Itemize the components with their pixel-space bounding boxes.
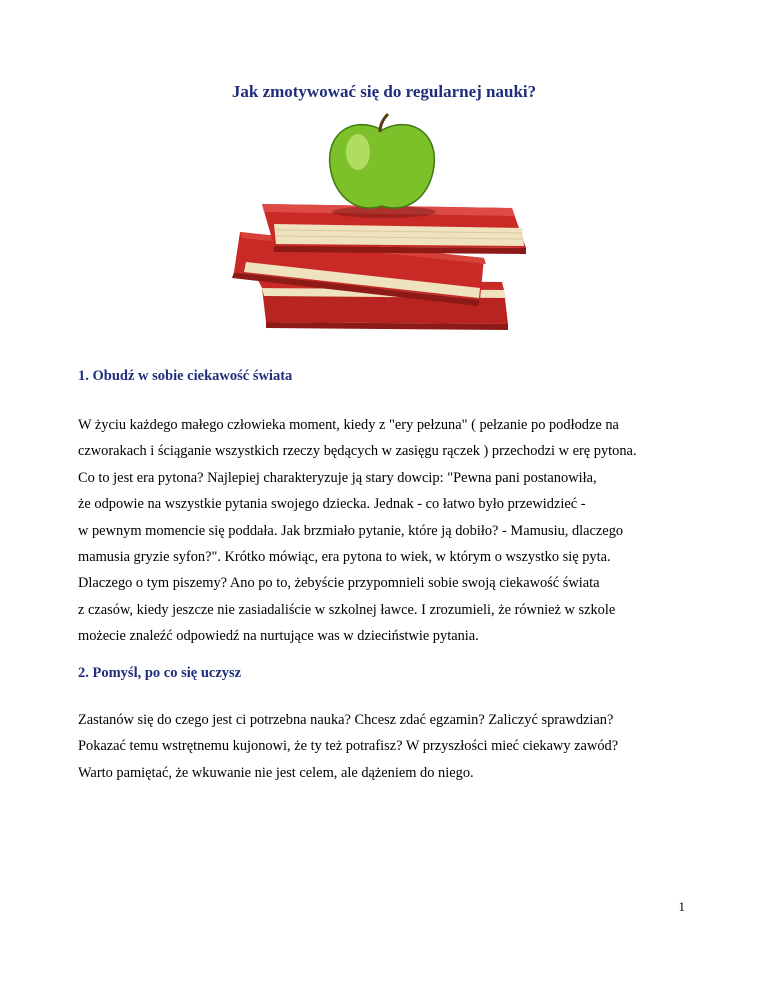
- section-1-paragraph: [78, 412, 698, 650]
- page-title: Jak zmotywować się do regularnej nauki?: [231, 82, 537, 101]
- section-2-paragraph: [78, 707, 698, 786]
- paragraph-line: Zastanów się do czego jest ci potrzebna nauka? Chcesz zdać egzamin? Zaliczyć sprawdzian?: [78, 712, 614, 728]
- paragraph-line: w pewnym momencie się poddała. Jak brzmiało pytanie, które ją dobiło? - Mamusiu, dlaczego: [78, 522, 624, 539]
- apple: [330, 114, 436, 218]
- paragraph-line: że odpowie na wszystkie pytania swojego dziecka. Jednak - co łatwo było przewidzieć -: [78, 496, 586, 513]
- paragraph-line: Warto pamiętać, że wkuwanie nie jest celem, ale dążeniem do niego.: [78, 764, 474, 781]
- paragraph-line: możecie znaleźć odpowiedź na nurtujące was w dzieciństwie pytania.: [78, 628, 479, 645]
- section-heading-2: 2. Pomyśl, po co się uczysz: [78, 665, 242, 681]
- paragraph-line: mamusia gryzie syfon?". Krótko mówiąc, era pytona to wiek, w którym o wszystko się pyta.: [78, 549, 611, 566]
- paragraph-line: z czasów, kiedy jeszcze nie zasiadaliście w szkolnej ławce. I zrozumieli, że również w szkole: [78, 601, 616, 618]
- paragraph-line: Pokazać temu wstrętnemu kujonowi, że ty też potrafisz? W przyszłości mieć ciekawy zawód?: [78, 738, 619, 755]
- paragraph-line: W życiu każdego małego człowieka moment, kiedy z "ery pełzuna" ( pełzanie po podłodze na: [78, 417, 619, 433]
- section-heading-1: 1. Obudź w sobie ciekawość świata: [78, 368, 293, 384]
- paragraph-line: Co to jest era pytona? Najlepiej charakteryzuje ją stary dowcip: "Pewna pani postanowiła,: [78, 469, 597, 486]
- page-number: 1: [678, 899, 685, 914]
- paragraph-line: Dlaczego o tym piszemy? Ano po to, żebyście przypomnieli sobie swoją ciekawość świata: [78, 575, 600, 592]
- paragraph-line: czworakach i ściąganie wszystkich rzeczy będących w zasięgu rączek ) przechodzi w erę pytona.: [78, 443, 637, 460]
- apple-on-books-image: [222, 112, 548, 336]
